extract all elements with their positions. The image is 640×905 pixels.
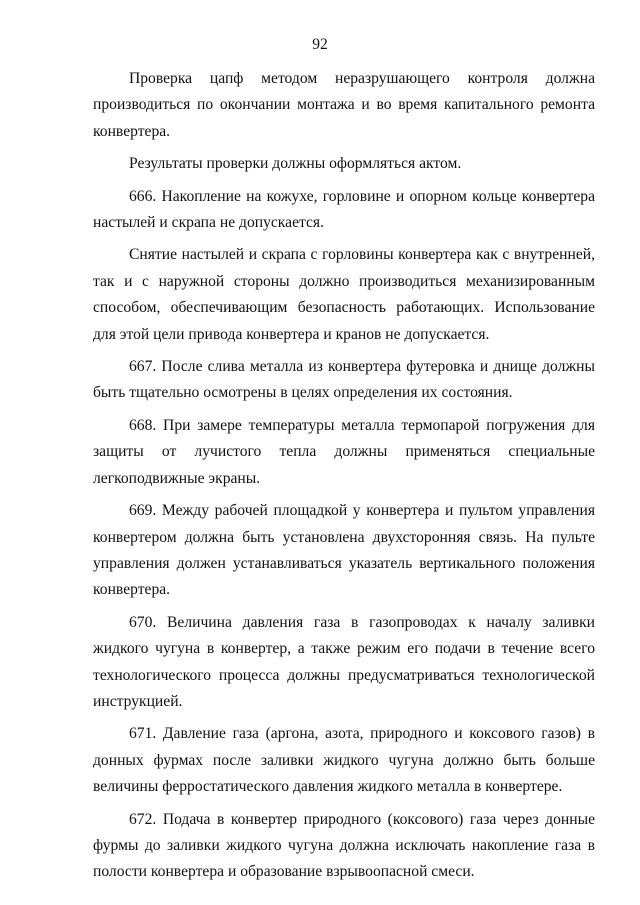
paragraph-671: 671. Давление газа (аргона, азота, природного и коксового газов) в донных фурмах после заливки жидкого чугуна должно быть больше величины ферростатического давления жидкого металла в конвертере. (93, 725, 595, 796)
paragraph-669: 669. Между рабочей площадкой у конвертера и пультом управления конвертером должна быть установлена двухсторонняя связь. На пульте управления должен устанавливаться указатель вертикального положения конвертера. (93, 502, 595, 599)
paragraph-672: 672. Подача в конвертер природного (коксового) газа через донные фурмы до заливки жидкого чугуна должна исключать накопление газа в полости конвертера и образование взрывоопасной смеси. (93, 810, 595, 881)
paragraph-668: 668. При замере температуры металла термопарой погружения для защиты от лучистого тепла должны применяться специальные легкоподвижные экраны. (93, 416, 595, 487)
paragraph-667: 667. После слива металла из конвертера футеровка и днище должны быть тщательно осмотрены в целях определения их состояния. (93, 358, 595, 402)
document-body (93, 66, 595, 892)
paragraph-670: 670. Величина давления газа в газопроводах к началу заливки жидкого чугуна в конвертер, а также режим его подачи в течение всего технологического процесса должны предусматриваться технологической инструкцией. (93, 613, 595, 710)
paragraph-666: 666. Накопление на кожухе, горловине и опорном кольце конвертера настылей и скрапа не допускается. (93, 187, 595, 232)
page-number: 92 (312, 36, 328, 53)
paragraph-inspection-results: Результаты проверки должны оформляться актом. (129, 155, 462, 173)
paragraph-skull-removal: Снятие настылей и скрапа с горловины конвертера как с внутренней, так и с наружной стороны должно производиться механизированным способом, обеспечивающим безопасность работающих. Использование для этой цели привода конвертера и кранов не допускается. (93, 246, 595, 343)
paragraph-trunnion-inspection: Проверка цапф методом неразрушающего контроля должна производиться по окончании монтажа и во время капитального ремонта конвертера. (93, 70, 595, 140)
